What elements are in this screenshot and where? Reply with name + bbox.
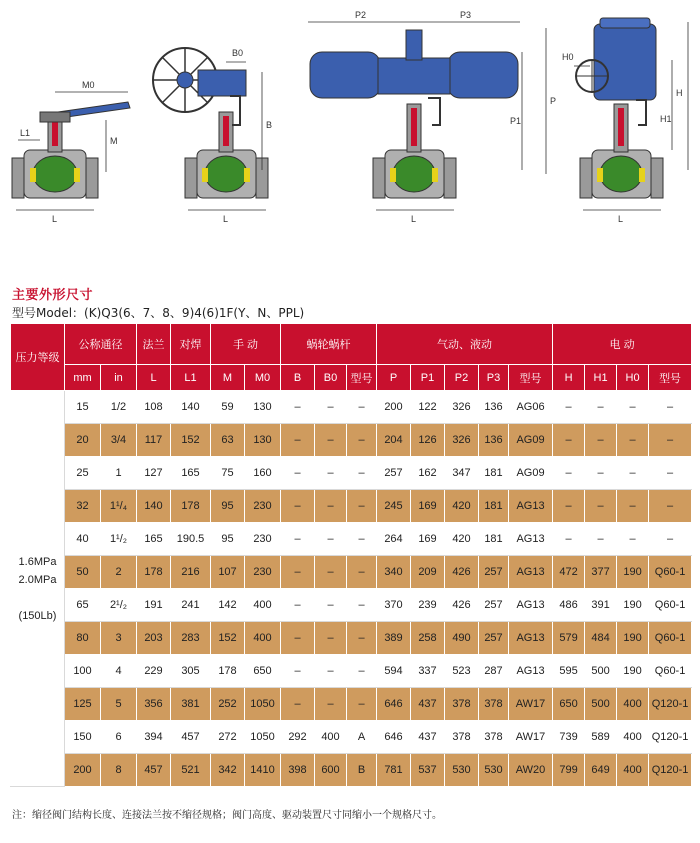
table-cell: 40 — [65, 523, 101, 556]
table-cell: Q120-1 — [649, 754, 692, 787]
table-cell: 126 — [411, 424, 445, 457]
table-cell: – — [649, 424, 692, 457]
table-cell: 426 — [445, 556, 479, 589]
table-cell: – — [553, 391, 585, 424]
table-cell: – — [585, 424, 617, 457]
table-row — [11, 490, 692, 523]
table-cell: – — [281, 523, 315, 556]
table-row — [11, 655, 692, 688]
header-electric: 电 动 — [553, 324, 692, 365]
table-cell: 25 — [65, 457, 101, 490]
table-cell: – — [585, 391, 617, 424]
pressure-class-cell — [11, 391, 65, 787]
valve-body-4 — [580, 104, 663, 198]
subheader-cell: P — [377, 365, 411, 391]
table-cell: Q120-1 — [649, 721, 692, 754]
table-cell: – — [617, 523, 649, 556]
table-cell: AG06 — [509, 391, 553, 424]
table-cell: 1¹/₄ — [101, 490, 137, 523]
header-manual: 手 动 — [211, 324, 281, 365]
table-cell: 216 — [171, 556, 211, 589]
table-cell: 391 — [585, 589, 617, 622]
table-cell: 160 — [245, 457, 281, 490]
table-cell: 258 — [411, 622, 445, 655]
table-cell: 646 — [377, 688, 411, 721]
table-cell: – — [553, 523, 585, 556]
pressure-class-line: (150Lb) — [18, 609, 57, 622]
table-cell: – — [649, 523, 692, 556]
header-worm: 蜗轮蜗杆 — [281, 324, 377, 365]
table-cell: – — [281, 688, 315, 721]
table-cell: – — [315, 424, 347, 457]
table-cell: 400 — [245, 589, 281, 622]
table-row — [11, 457, 692, 490]
subheader-cell: B0 — [315, 365, 347, 391]
table-cell: A — [347, 721, 377, 754]
table-cell: 130 — [245, 391, 281, 424]
table-cell: 181 — [479, 457, 509, 490]
pressure-class-line: 2.0MPa — [18, 573, 57, 586]
table-row — [11, 622, 692, 655]
table-cell: – — [347, 688, 377, 721]
table-cell: 190 — [617, 655, 649, 688]
table-cell: 1050 — [245, 721, 281, 754]
header-flange: 法兰 — [137, 324, 171, 365]
subheader-cell: P3 — [479, 365, 509, 391]
table-cell: 117 — [137, 424, 171, 457]
table-row — [11, 688, 692, 721]
table-cell: 356 — [137, 688, 171, 721]
table-cell: 127 — [137, 457, 171, 490]
dimension-table — [10, 323, 692, 787]
subheader-cell: 型号 — [649, 365, 692, 391]
table-cell: 5 — [101, 688, 137, 721]
table-cell: – — [347, 523, 377, 556]
table-cell: 190.5 — [171, 523, 211, 556]
subheader-cell: P2 — [445, 365, 479, 391]
table-cell: 739 — [553, 721, 585, 754]
header-pressure: 压力等级 — [11, 324, 65, 391]
table-cell: 650 — [245, 655, 281, 688]
table-cell: – — [315, 688, 347, 721]
subheader-cell: H0 — [617, 365, 649, 391]
table-cell: Q60-1 — [649, 622, 692, 655]
table-cell: 484 — [585, 622, 617, 655]
table-cell: AG13 — [509, 589, 553, 622]
subheader-cell: mm — [65, 365, 101, 391]
table-cell: 649 — [585, 754, 617, 787]
table-cell: – — [617, 490, 649, 523]
label-p3: P3 — [460, 10, 472, 20]
table-cell: 20 — [65, 424, 101, 457]
table-cell: 437 — [411, 721, 445, 754]
table-cell: – — [347, 655, 377, 688]
table-cell: – — [315, 391, 347, 424]
table-cell: 594 — [377, 655, 411, 688]
valve-drawings — [0, 0, 700, 240]
table-cell: – — [347, 490, 377, 523]
subheader-cell: 型号 — [347, 365, 377, 391]
table-cell: 287 — [479, 655, 509, 688]
table-cell: 426 — [445, 589, 479, 622]
table-cell: 490 — [445, 622, 479, 655]
table-cell: – — [315, 589, 347, 622]
table-cell: – — [617, 391, 649, 424]
table-row — [11, 589, 692, 622]
table-cell: 1 — [101, 457, 137, 490]
label-p1: P1 — [510, 116, 522, 126]
table-cell: 239 — [411, 589, 445, 622]
table-cell: 65 — [65, 589, 101, 622]
pressure-class-line — [11, 589, 64, 607]
subheader-cell: L — [137, 365, 171, 391]
table-cell: 32 — [65, 490, 101, 523]
lever-handle — [40, 102, 130, 122]
table-cell: AG13 — [509, 622, 553, 655]
table-cell: 181 — [479, 523, 509, 556]
table-cell: – — [347, 556, 377, 589]
table-cell: – — [585, 490, 617, 523]
table-cell: 257 — [479, 556, 509, 589]
table-cell: 589 — [585, 721, 617, 754]
header-weld: 对焊 — [171, 324, 211, 365]
table-cell: Q120-1 — [649, 688, 692, 721]
table-cell: 181 — [479, 490, 509, 523]
table-cell: – — [347, 457, 377, 490]
table-cell: – — [585, 457, 617, 490]
table-cell: 6 — [101, 721, 137, 754]
table-cell: 400 — [617, 688, 649, 721]
table-cell: 342 — [211, 754, 245, 787]
table-cell: 1¹/₂ — [101, 523, 137, 556]
table-cell: 457 — [171, 721, 211, 754]
table-cell: 169 — [411, 523, 445, 556]
table-cell: 59 — [211, 391, 245, 424]
table-cell: 190 — [617, 556, 649, 589]
table-cell: 579 — [553, 622, 585, 655]
label-h: H — [676, 88, 683, 98]
pressure-class-line: 1.6MPa — [18, 555, 57, 568]
table-cell: AW17 — [509, 688, 553, 721]
table-cell: – — [281, 655, 315, 688]
table-row — [11, 391, 692, 424]
table-cell: 530 — [445, 754, 479, 787]
table-cell: 523 — [445, 655, 479, 688]
label-p2: P2 — [355, 10, 367, 20]
section-title: 主要外形尺寸 — [12, 288, 94, 303]
table-cell: 63 — [211, 424, 245, 457]
table-cell: 178 — [211, 655, 245, 688]
table-cell: 537 — [411, 754, 445, 787]
table-cell: 15 — [65, 391, 101, 424]
table-cell: 229 — [137, 655, 171, 688]
label-l: L — [52, 214, 58, 224]
table-cell: 209 — [411, 556, 445, 589]
table-cell: 2¹/₂ — [101, 589, 137, 622]
table-cell: 107 — [211, 556, 245, 589]
table-cell: 230 — [245, 556, 281, 589]
drawing-manual — [12, 80, 130, 224]
table-cell: 8 — [101, 754, 137, 787]
table-cell: 230 — [245, 523, 281, 556]
table-cell: 457 — [137, 754, 171, 787]
table-cell: 595 — [553, 655, 585, 688]
table-cell: – — [649, 391, 692, 424]
table-cell: 400 — [245, 622, 281, 655]
table-cell: 370 — [377, 589, 411, 622]
table-cell: 152 — [211, 622, 245, 655]
subheader-cell: H — [553, 365, 585, 391]
table-cell: 420 — [445, 490, 479, 523]
table-cell: – — [553, 424, 585, 457]
table-cell: 264 — [377, 523, 411, 556]
table-cell: 486 — [553, 589, 585, 622]
table-cell: – — [617, 457, 649, 490]
valve-drawings-svg — [0, 0, 700, 240]
table-cell: – — [347, 424, 377, 457]
label-p: P — [550, 96, 557, 106]
table-cell: 347 — [445, 457, 479, 490]
table-body — [11, 391, 692, 787]
table-cell: 162 — [411, 457, 445, 490]
table-cell: B — [347, 754, 377, 787]
drawing-pneumatic — [308, 10, 556, 224]
table-cell: 108 — [137, 391, 171, 424]
table-cell: 326 — [445, 424, 479, 457]
table-cell: 130 — [245, 424, 281, 457]
table-cell: – — [315, 622, 347, 655]
subheader-cell: P1 — [411, 365, 445, 391]
table-cell: AG13 — [509, 490, 553, 523]
table-cell: 152 — [171, 424, 211, 457]
table-cell: AG13 — [509, 655, 553, 688]
table-cell: 326 — [445, 391, 479, 424]
subheader-cell: 型号 — [509, 365, 553, 391]
table-cell: 136 — [479, 424, 509, 457]
subheader-cell: L1 — [171, 365, 211, 391]
table-cell: AG09 — [509, 457, 553, 490]
table-cell: 95 — [211, 490, 245, 523]
table-cell: 500 — [585, 655, 617, 688]
table-cell: 378 — [445, 721, 479, 754]
table-cell: 257 — [377, 457, 411, 490]
table-cell: – — [315, 655, 347, 688]
table-cell: 136 — [479, 391, 509, 424]
table-cell: – — [315, 457, 347, 490]
table-cell: 2 — [101, 556, 137, 589]
table-cell: 400 — [617, 721, 649, 754]
label-b: B — [266, 120, 273, 130]
table-cell: Q60-1 — [649, 556, 692, 589]
table-cell: 200 — [377, 391, 411, 424]
table-cell: 530 — [479, 754, 509, 787]
table-cell: – — [281, 457, 315, 490]
table-cell: 100 — [65, 655, 101, 688]
table-cell: – — [315, 490, 347, 523]
table-row — [11, 556, 692, 589]
table-cell: AG13 — [509, 556, 553, 589]
table-cell: – — [553, 490, 585, 523]
model-line: 型号Model：(K)Q3(6、7、8、9)4(6)1F(Y、N、PPL) — [12, 306, 305, 320]
table-cell: 241 — [171, 589, 211, 622]
table-cell: 169 — [411, 490, 445, 523]
table-cell: 165 — [137, 523, 171, 556]
table-cell: 4 — [101, 655, 137, 688]
table-cell: 140 — [137, 490, 171, 523]
table-cell: 178 — [137, 556, 171, 589]
table-cell: 283 — [171, 622, 211, 655]
label-l1: L1 — [20, 128, 31, 138]
table-cell: – — [281, 622, 315, 655]
label-h0: H0 — [562, 52, 574, 62]
table-cell: 521 — [171, 754, 211, 787]
table-cell: 257 — [479, 589, 509, 622]
table-cell: 95 — [211, 523, 245, 556]
table-cell: 389 — [377, 622, 411, 655]
valve-body-2 — [185, 112, 268, 198]
table-cell: – — [347, 391, 377, 424]
table-cell: 3/4 — [101, 424, 137, 457]
table-cell: 340 — [377, 556, 411, 589]
table-cell: 1/2 — [101, 391, 137, 424]
table-row — [11, 721, 692, 754]
table-cell: 398 — [281, 754, 315, 787]
table-cell: – — [347, 589, 377, 622]
table-cell: 394 — [137, 721, 171, 754]
table-cell: 781 — [377, 754, 411, 787]
table-cell: AW17 — [509, 721, 553, 754]
header-nominal: 公称通径 — [65, 324, 137, 365]
table-cell: 203 — [137, 622, 171, 655]
table-cell: Q60-1 — [649, 589, 692, 622]
table-cell: 305 — [171, 655, 211, 688]
table-cell: AG13 — [509, 523, 553, 556]
table-cell: 292 — [281, 721, 315, 754]
table-cell: 230 — [245, 490, 281, 523]
subheader-cell: B — [281, 365, 315, 391]
table-cell: 646 — [377, 721, 411, 754]
table-cell: 200 — [65, 754, 101, 787]
drawing-electric — [562, 18, 688, 224]
table-cell: 190 — [617, 589, 649, 622]
table-cell: 80 — [65, 622, 101, 655]
label-b0: B0 — [232, 48, 244, 58]
table-cell: – — [553, 457, 585, 490]
subheader-cell: H1 — [585, 365, 617, 391]
label-l-4: L — [618, 214, 624, 224]
table-cell: – — [617, 424, 649, 457]
table-cell: – — [585, 523, 617, 556]
label-h1: H1 — [660, 114, 672, 124]
table-cell: 191 — [137, 589, 171, 622]
table-cell: 272 — [211, 721, 245, 754]
table-cell: 142 — [211, 589, 245, 622]
table-cell: 400 — [315, 721, 347, 754]
table-cell: AW20 — [509, 754, 553, 787]
table-cell: 3 — [101, 622, 137, 655]
table-cell: 125 — [65, 688, 101, 721]
table-cell: 500 — [585, 688, 617, 721]
table-cell: – — [281, 556, 315, 589]
table-row — [11, 424, 692, 457]
table-cell: 165 — [171, 457, 211, 490]
table-cell: 150 — [65, 721, 101, 754]
table-cell: 400 — [617, 754, 649, 787]
label-m0: M0 — [82, 80, 95, 90]
table-cell: – — [315, 523, 347, 556]
table-cell: 1050 — [245, 688, 281, 721]
table-cell: 378 — [479, 688, 509, 721]
table-cell: – — [347, 622, 377, 655]
label-l-3: L — [411, 214, 417, 224]
header-pneumatic: 气动、液动 — [377, 324, 553, 365]
table-cell: 472 — [553, 556, 585, 589]
table-cell: 50 — [65, 556, 101, 589]
table-cell: 600 — [315, 754, 347, 787]
table-cell: 378 — [479, 721, 509, 754]
table-cell: – — [315, 556, 347, 589]
table-cell: – — [281, 490, 315, 523]
table-cell: 178 — [171, 490, 211, 523]
table-cell: 140 — [171, 391, 211, 424]
table-cell: 381 — [171, 688, 211, 721]
table-cell: 799 — [553, 754, 585, 787]
table-cell: 337 — [411, 655, 445, 688]
table-cell: 257 — [479, 622, 509, 655]
label-m: M — [110, 136, 118, 146]
subheader-cell: in — [101, 365, 137, 391]
table-cell: 420 — [445, 523, 479, 556]
table-cell: 378 — [445, 688, 479, 721]
table-cell: – — [281, 589, 315, 622]
table-cell: AG09 — [509, 424, 553, 457]
table-cell: 204 — [377, 424, 411, 457]
subheader-cell: M0 — [245, 365, 281, 391]
table-cell: 190 — [617, 622, 649, 655]
table-cell: 245 — [377, 490, 411, 523]
table-cell: Q60-1 — [649, 655, 692, 688]
table-cell: – — [281, 391, 315, 424]
table-cell: 437 — [411, 688, 445, 721]
table-cell: 650 — [553, 688, 585, 721]
table-cell: – — [649, 457, 692, 490]
table-cell: 1410 — [245, 754, 281, 787]
table-cell: 75 — [211, 457, 245, 490]
table-cell: 122 — [411, 391, 445, 424]
table-row — [11, 523, 692, 556]
label-l-2: L — [223, 214, 229, 224]
footnote: 注：缩径阀门结构长度、连接法兰按不缩径规格；阀门高度、驱动装置尺寸同缩小一个规格尺寸。 — [12, 810, 442, 821]
table-cell: 252 — [211, 688, 245, 721]
table-cell: 377 — [585, 556, 617, 589]
subheader-cell: M — [211, 365, 245, 391]
table-cell: – — [281, 424, 315, 457]
subheader-row — [11, 365, 692, 391]
table-row — [11, 754, 692, 787]
drawing-worm-gear — [153, 48, 272, 224]
valve-body-3 — [373, 104, 456, 198]
table-cell: – — [649, 490, 692, 523]
